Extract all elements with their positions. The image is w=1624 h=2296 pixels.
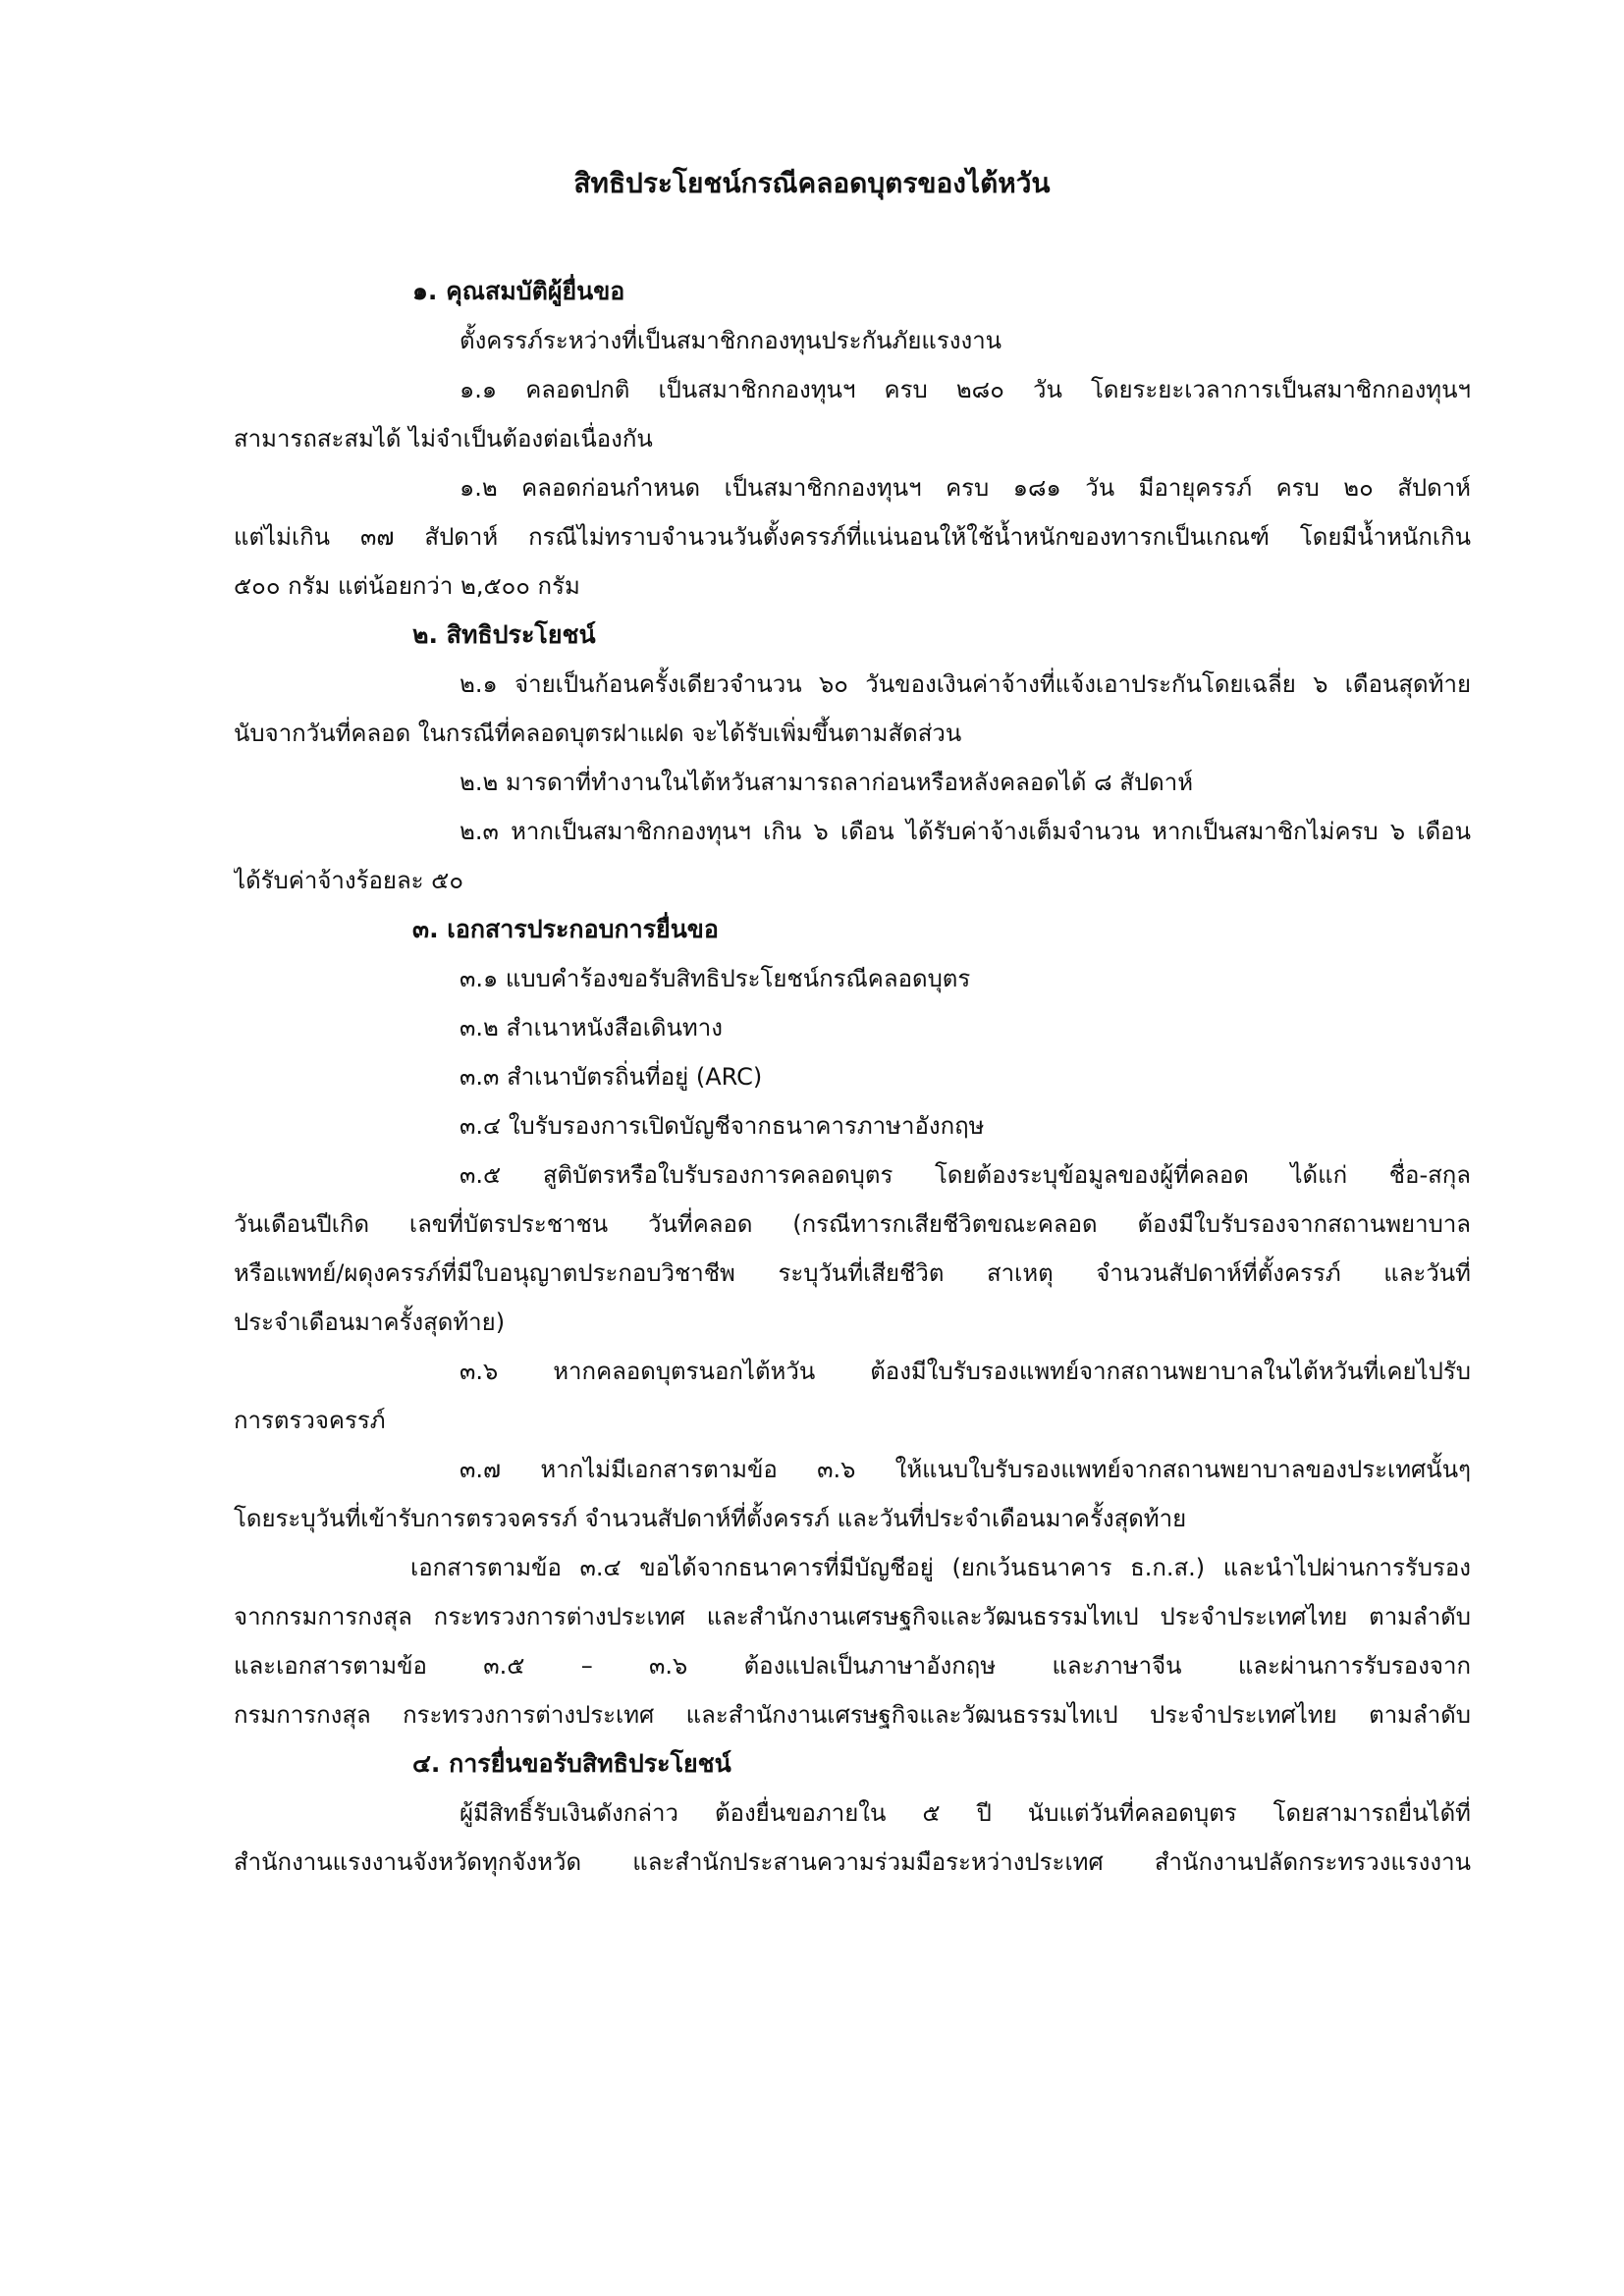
- body-text-line: วันเดือนปีเกิด เลขที่บัตรประชาชน วันที่คลอด (กรณีทารกเสียชีวิตขณะคลอด ต้องมีใบรับรองจากสถานพยาบาล: [234, 1210, 1471, 1238]
- body-text-line: ๓.๓ สำเนาบัตรถิ่นที่อยู่ (ARC): [460, 1063, 763, 1091]
- section-heading: ๑. คุณสมบัติผู้ยื่นขอ: [412, 277, 625, 305]
- body-text-line: นับจากวันที่คลอด ในกรณีที่คลอดบุตรฝาแฝด จะได้รับเพิ่มขึ้นตามสัดส่วน: [234, 720, 962, 747]
- body-text-line: ตั้งครรภ์ระหว่างที่เป็นสมาชิกกองทุนประกันภัยแรงงาน: [460, 327, 1002, 354]
- body-text-line: ได้รับค่าจ้างร้อยละ ๕๐: [234, 867, 463, 894]
- body-text-line: ๒.๒ มารดาที่ทำงานในไต้หวันสามารถลาก่อนหรือหลังคลอดได้ ๘ สัปดาห์: [460, 769, 1194, 796]
- body-text-line: ๓.๑ แบบคำร้องขอรับสิทธิประโยชน์กรณีคลอดบุตร: [460, 965, 971, 992]
- section-heading: ๒. สิทธิประโยชน์: [412, 620, 596, 649]
- body-text-line: โดยระบุวันที่เข้ารับการตรวจครรภ์ จำนวนสัปดาห์ที่ตั้งครรภ์ และวันที่ประจำเดือนมาครั้งสุดท้าย: [234, 1505, 1187, 1532]
- body-text-line: ประจำเดือนมาครั้งสุดท้าย): [234, 1308, 506, 1336]
- body-text-line: สำนักงานแรงงานจังหวัดทุกจังหวัด และสำนักประสานความร่วมมือระหว่างประเทศ สำนักงานปลัดกระทรวงแรงงาน: [234, 1848, 1471, 1876]
- body-text-line: ๓.๗ หากไม่มีเอกสารตามข้อ ๓.๖ ให้แนบใบรับรองแพทย์จากสถานพยาบาลของประเทศนั้นๆ: [460, 1456, 1471, 1483]
- body-text-line: ๓.๔ ใบรับรองการเปิดบัญชีจากธนาคารภาษาอังกฤษ: [460, 1112, 985, 1140]
- body-text-line: ๕๐๐ กรัม แต่น้อยกว่า ๒,๕๐๐ กรัม: [234, 572, 580, 600]
- body-text-line: หรือแพทย์/ผดุงครรภ์ที่มีใบอนุญาตประกอบวิชาชีพ ระบุวันที่เสียชีวิต สาเหตุ จำนวนสัปดาห์ที่ตั้งครรภ์ และวันที่: [234, 1259, 1471, 1287]
- body-text-line: กรมการกงสุล กระทรวงการต่างประเทศ และสำนักงานเศรษฐกิจและวัฒนธรรมไทเป ประจำประเทศไทย ตามลำดับ: [234, 1701, 1471, 1729]
- body-text-line: เอกสารตามข้อ ๓.๔ ขอได้จากธนาคารที่มีบัญชีอยู่ (ยกเว้นธนาคาร ธ.ก.ส.) และนำไปผ่านการรับรอง: [410, 1554, 1471, 1581]
- body-text-line: ผู้มีสิทธิ์รับเงินดังกล่าว ต้องยื่นขอภายใน ๕ ปี นับแต่วันที่คลอดบุตร โดยสามารถยื่นได้ที่: [460, 1799, 1471, 1827]
- body-text-line: ๒.๑ จ่ายเป็นก้อนครั้งเดียวจำนวน ๖๐ วันของเงินค่าจ้างที่แจ้งเอาประกันโดยเฉลี่ย ๖ เดือนสุดท้าย: [460, 670, 1471, 698]
- document-title: สิทธิประโยชน์กรณีคลอดบุตรของไต้หวัน: [573, 167, 1051, 199]
- body-text-line: สามารถสะสมได้ ไม่จำเป็นต้องต่อเนื่องกัน: [234, 425, 653, 453]
- body-text-line: ๒.๓ หากเป็นสมาชิกกองทุนฯ เกิน ๖ เดือน ได้รับค่าจ้างเต็มจำนวน หากเป็นสมาชิกไม่ครบ ๖ เดือน: [460, 818, 1471, 845]
- section-heading: ๔. การยื่นขอรับสิทธิประโยชน์: [412, 1749, 731, 1778]
- body-text-line: จากกรมการกงสุล กระทรวงการต่างประเทศ และสำนักงานเศรษฐกิจและวัฒนธรรมไทเป ประจำประเทศไทย ตามลำดับ: [234, 1603, 1471, 1630]
- document-body: [234, 267, 1471, 1887]
- body-text-line: ๓.๕ สูติบัตรหรือใบรับรองการคลอดบุตร โดยต้องระบุข้อมูลของผู้ที่คลอด ได้แก่ ชื่อ-สกุล: [460, 1161, 1471, 1189]
- body-text-line: การตรวจครรภ์: [234, 1407, 386, 1434]
- body-text-line: ๓.๖ หากคลอดบุตรนอกไต้หวัน ต้องมีใบรับรองแพทย์จากสถานพยาบาลในไต้หวันที่เคยไปรับ: [460, 1358, 1471, 1385]
- body-text-line: ๑.๑ คลอดปกติ เป็นสมาชิกกองทุนฯ ครบ ๒๘๐ วัน โดยระยะเวลาการเป็นสมาชิกกองทุนฯ: [460, 376, 1471, 403]
- body-text-line: ๑.๒ คลอดก่อนกำหนด เป็นสมาชิกกองทุนฯ ครบ ๑๘๑ วัน มีอายุครรภ์ ครบ ๒๐ สัปดาห์: [460, 474, 1471, 502]
- body-text-line: ๓.๒ สำเนาหนังสือเดินทาง: [460, 1014, 723, 1041]
- section-heading: ๓. เอกสารประกอบการยื่นขอ: [412, 915, 719, 943]
- body-text-line: แต่ไม่เกิน ๓๗ สัปดาห์ กรณีไม่ทราบจำนวนวันตั้งครรภ์ที่แน่นอนให้ใช้น้ำหนักของทารกเป็นเกณฑ์ โดยมีน้ำหนักเกิน: [234, 523, 1471, 551]
- body-text-line: และเอกสารตามข้อ ๓.๕ – ๓.๖ ต้องแปลเป็นภาษาอังกฤษ และภาษาจีน และผ่านการรับรองจาก: [234, 1652, 1471, 1680]
